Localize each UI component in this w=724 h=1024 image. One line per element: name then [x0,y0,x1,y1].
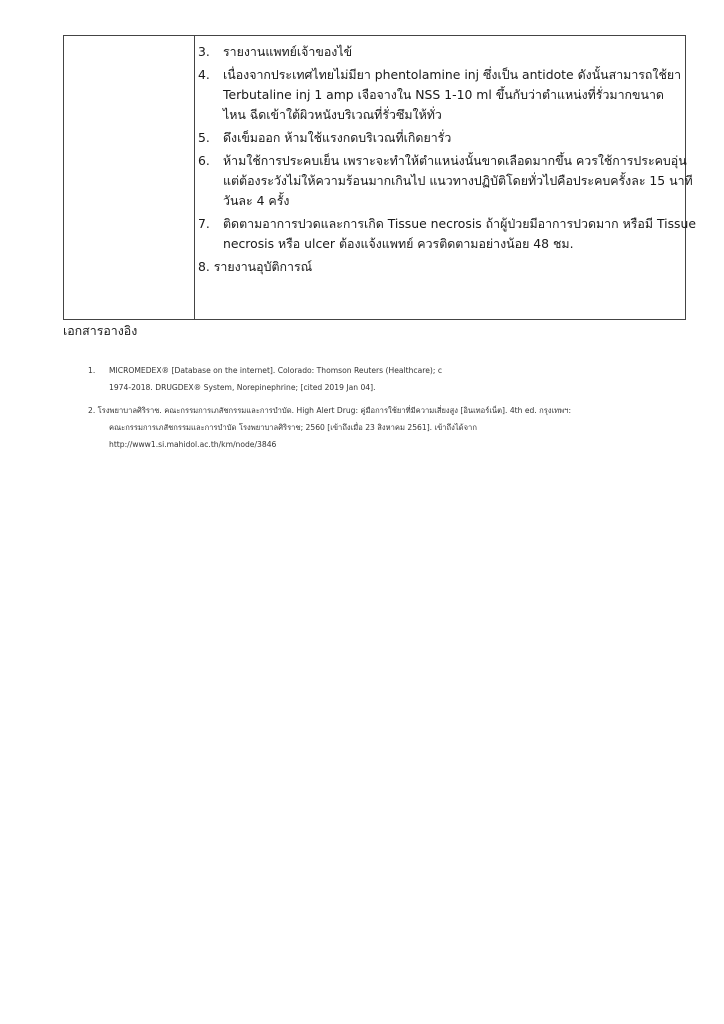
step-4 [198,65,682,125]
step-number: 6. [198,153,210,168]
step-text: รายงานแพทย์เจ้าของไข้ [223,44,353,59]
step-number: 4. [198,67,210,82]
step-text: แต่ต้องระวังไม่ให้ความร้อนมากเกินไป แนวทางปฏิบัติโดยทั่วไปคือประคบครั้งละ 15 นาที [223,173,693,188]
step-text: ติดตามอาการปวดและการเกิด Tissue necrosis ถ้าผู้ป่วยมีอาการปวดมาก หรือมี Tissue [223,216,696,231]
step-5 [198,128,682,148]
reference-item [88,402,688,453]
step-text: ไหน ฉีดเข้าใต้ผิวหนังบริเวณที่รั่วซึมให้ทั่ว [223,107,442,122]
step-text: ดึงเข็มออก ห้ามใช้แรงกดบริเวณที่เกิดยารั่ว [223,130,452,145]
step-7 [198,214,696,254]
step-text: เนื่องจากประเทศไทยไม่มียา phentolamine inj ซึ่งเป็น antidote ดังนั้นสามารถใช้ยา [223,67,682,82]
procedure-table [63,35,696,320]
reference-number: 2. [88,406,96,415]
step-text: รายงานอุบัติการณ์ [213,259,313,274]
reference-text: 1974-2018. DRUGDEX® System, Norepinephrine; [cited 2019 Jan 04]. [109,383,376,392]
reference-item [88,362,688,396]
step-8 [198,257,682,277]
step-6 [198,151,693,211]
step-text: Terbutaline inj 1 amp เจือจางใน NSS 1-10 ml ขึ้นกับว่าตำแหน่งที่รั่วมากขนาด [223,87,664,102]
reference-text: คณะกรรมการเภสัชกรรมและการบำบัด โรงพยาบาลศิริราช; 2560 [เข้าถึงเมื่อ 23 สิงหาคม 2561]. เข้าถึงได้จาก [109,423,477,432]
reference-line-first [88,402,688,419]
step-number: 7. [198,216,210,231]
reference-text: MICROMEDEX® [Database on the internet]. Colorado: Thomson Reuters (Healthcare); c [109,366,442,375]
references-heading: เอกสารอางอิง [63,323,138,338]
step-number: 3. [198,44,210,59]
step-3 [198,42,682,62]
step-number: 5. [198,130,210,145]
step-text: วันละ 4 ครั้ง [223,193,290,208]
references-list [88,362,688,459]
table-column-divider [194,36,195,319]
reference-number: 1. [88,366,96,375]
reference-text: โรงพยาบาลศิริราช. คณะกรรมการเภสัชกรรมและการบำบัด. High Alert Drug: คู่มือการใช้ยาที่มีความเสี่ยงสูง [อินเทอร์เน็ต]. 4th ed. กรุงเทพฯ: [97,406,571,415]
step-number: 8. [198,259,210,274]
reference-link[interactable]: http://www1.si.mahidol.ac.th/km/node/3846 [109,440,277,449]
procedure-steps-list [198,42,696,280]
step-text: ห้ามใช้การประคบเย็น เพราะจะทำให้ตำแหน่งนั้นขาดเลือดมากขึ้น ควรใช้การประคบอุ่น [223,153,687,168]
step-text: necrosis หรือ ulcer ต้องแจ้งแพทย์ ควรติดตามอย่างน้อย 48 ชม. [223,236,574,251]
